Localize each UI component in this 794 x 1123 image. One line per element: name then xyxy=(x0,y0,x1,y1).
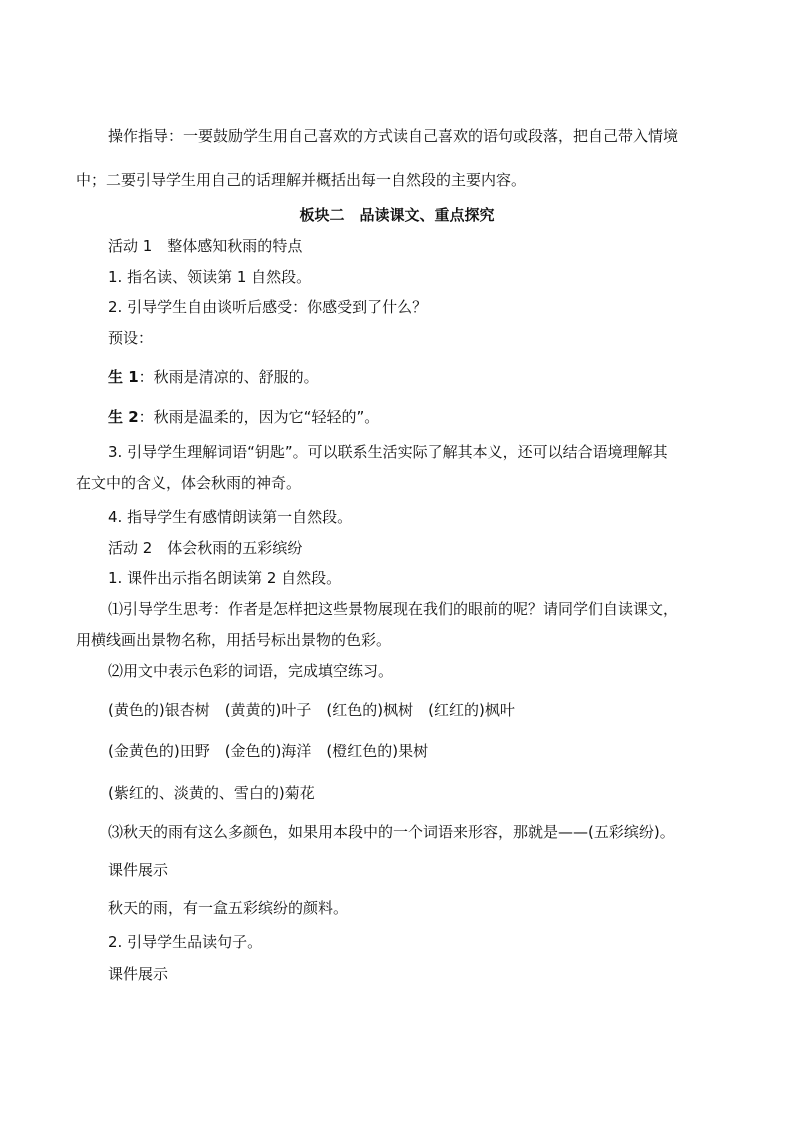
paragraph-line: 在文中的含义，体会秋雨的神奇。 xyxy=(76,474,302,492)
courseware-label: 课件展示 xyxy=(108,861,169,879)
courseware-text: 秋天的雨，有一盒五彩缤纷的颜料。 xyxy=(108,899,349,917)
paragraph-line: 操作指导：一要鼓励学生用自己喜欢的方式读自己喜欢的语句或段落，把自己带入情境 xyxy=(108,127,679,145)
sub-item: ⑶秋天的雨有这么多颜色，如果用本段中的一个词语来形容，那就是——(五彩缤纷)。 xyxy=(108,823,675,841)
student-label: 生 2 xyxy=(108,408,139,426)
courseware-label: 课件展示 xyxy=(108,965,169,983)
answer-text: ：秋雨是清凉的、舒服的。 xyxy=(138,368,319,386)
student-answer xyxy=(108,367,319,387)
fill-in-answer: (金黄色的)田野 (金色的)海洋 (橙红色的)果树 xyxy=(108,742,429,760)
section-heading: 板块二 品读课文、重点探究 xyxy=(299,206,495,224)
list-item: 1. 课件出示指名朗读第 2 自然段。 xyxy=(108,569,342,587)
list-item: 1. 指名读、领读第 1 自然段。 xyxy=(108,268,312,286)
paragraph-line: 预设： xyxy=(108,329,154,347)
answer-text: ：秋雨是温柔的，因为它“轻轻的”。 xyxy=(138,408,380,426)
student-label: 生 1 xyxy=(108,368,139,386)
paragraph-line: 用横线画出景物名称，用括号标出景物的色彩。 xyxy=(76,631,392,649)
student-answer xyxy=(108,407,379,427)
list-item: 4. 指导学生有感情朗读第一自然段。 xyxy=(108,508,353,526)
list-item: 2. 引导学生品读句子。 xyxy=(108,933,263,951)
list-item: 2. 引导学生自由谈听后感受：你感受到了什么？ xyxy=(108,298,428,316)
sub-item: ⑵用文中表示色彩的词语，完成填空练习。 xyxy=(108,662,394,680)
fill-in-answer: (黄色的)银杏树 (黄黄的)叶子 (红色的)枫树 (红红的)枫叶 xyxy=(108,701,515,719)
activity-heading: 活动 1 整体感知秋雨的特点 xyxy=(108,237,303,255)
activity-heading: 活动 2 体会秋雨的五彩缤纷 xyxy=(108,539,303,557)
sub-item: ⑴引导学生思考：作者是怎样把这些景物展现在我们的眼前的呢？请同学们自读课文， xyxy=(108,600,679,618)
paragraph-line: 中；二要引导学生用自己的话理解并概括出每一自然段的主要内容。 xyxy=(76,171,527,189)
fill-in-answer: (紫红的、淡黄的、雪白的)菊花 xyxy=(108,784,315,802)
list-item: 3. 引导学生理解词语“钥匙”。可以联系生活实际了解其本义，还可以结合语境理解其 xyxy=(108,443,668,461)
